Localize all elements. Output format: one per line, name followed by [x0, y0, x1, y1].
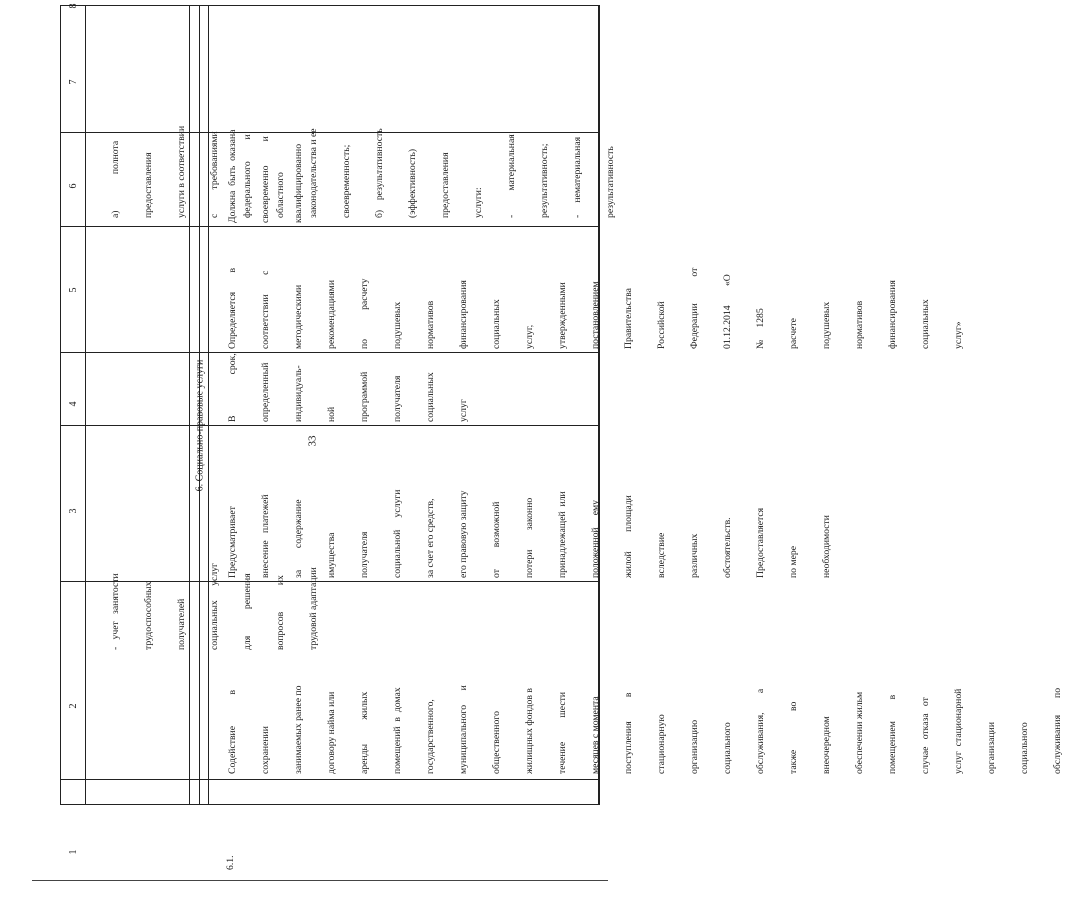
column-number: 1 — [67, 849, 79, 855]
column-number: 2 — [67, 703, 79, 709]
text-line: жилищных фондов в — [524, 688, 535, 774]
text-line: стационарную — [656, 714, 667, 774]
text-line: своевременно и — [260, 136, 271, 223]
text-line: финансирования — [458, 280, 469, 349]
text-line: Российской — [656, 301, 667, 349]
text-line: постановлением — [590, 281, 601, 349]
text-line: определенный — [260, 362, 271, 422]
text-line: имущества — [326, 532, 337, 578]
text-line: индивидуаль- — [293, 365, 304, 422]
text-line: трудоспособных — [143, 581, 154, 650]
text-line: социального — [1019, 722, 1030, 774]
text-line: соответствии с — [260, 270, 271, 349]
text-line: предоставления — [143, 152, 154, 218]
page-number: 33 — [306, 435, 319, 447]
page-bottom-rule — [32, 880, 608, 881]
text-line: областного — [275, 172, 286, 218]
text-line: течение шести — [557, 691, 568, 774]
text-line: договору найма или — [326, 691, 337, 774]
text-line: федерального и — [242, 134, 253, 218]
text-line: результативность; — [539, 143, 550, 218]
text-line: вопросов их — [275, 575, 286, 650]
text-line: Правительства — [623, 288, 634, 349]
prev-row-quality-indicators — [88, 126, 627, 218]
text-line: от возможной — [491, 501, 502, 578]
text-line: программой — [359, 371, 370, 422]
text-line: положенной ему — [590, 500, 601, 578]
text-line: за содержание — [293, 499, 304, 578]
text-line: подушевых — [392, 301, 403, 349]
column-number: 3 — [67, 508, 79, 514]
text-line: государственного, — [425, 699, 436, 774]
column-number: 5 — [67, 287, 79, 293]
text-line: - нематериальная — [572, 136, 583, 218]
text-line: обстоятельств. — [722, 517, 733, 578]
text-line: Предоставляется — [755, 507, 766, 578]
text-line: услуг — [458, 399, 469, 422]
text-line: услуг» — [953, 321, 964, 349]
text-line: помещений в домах — [392, 687, 403, 774]
column-number: 6 — [67, 183, 79, 189]
text-line: муниципального и — [458, 685, 469, 774]
text-line: обслуживания, а — [755, 688, 766, 774]
text-line: услуги: — [473, 187, 484, 218]
text-line: рекомендациями — [326, 280, 337, 349]
service-cost-basis — [205, 268, 975, 349]
text-line: утвержденными — [557, 282, 568, 349]
text-line: аренды жилых — [359, 691, 370, 774]
text-line: внеочередном — [821, 716, 832, 774]
text-line: по расчету — [359, 278, 370, 349]
text-line: жилой площади — [623, 495, 634, 578]
text-line: сохранении — [260, 726, 271, 774]
text-line: по мере — [788, 545, 799, 578]
text-line: организации — [986, 721, 997, 774]
text-line: - учет занятости — [110, 573, 121, 650]
text-line: помещением в — [887, 694, 898, 774]
text-line: вследствие — [656, 532, 667, 578]
text-line: Определяется в — [227, 267, 238, 349]
text-line: социальных — [425, 372, 436, 422]
text-line: услуг, — [524, 324, 535, 349]
text-line: квалифицированно — [293, 143, 304, 223]
text-line: организацию — [689, 719, 700, 774]
text-line: занимаемых ранее по — [293, 685, 304, 774]
text-line: социальных — [920, 299, 931, 349]
text-line: с требованиями — [209, 131, 220, 218]
text-line: - материальная — [506, 134, 517, 218]
row-number — [203, 855, 247, 870]
service-name — [205, 685, 1074, 774]
text-line: принадлежащей или — [557, 491, 568, 578]
column-number: 4 — [67, 401, 79, 407]
column-number: 8 — [67, 3, 79, 9]
text-line: нормативов — [854, 300, 865, 349]
text-line: В срок, — [227, 353, 238, 422]
text-line: его правовую защиту — [458, 490, 469, 578]
text-line: Содействие в — [227, 689, 238, 774]
text-line: месяцев с момента — [590, 696, 601, 774]
text-line: Должна быть оказана — [227, 129, 238, 223]
text-line: общественного — [491, 711, 502, 774]
table-line — [61, 779, 599, 780]
text-line: а) полнота — [110, 140, 121, 218]
text-line: своевременность; — [341, 144, 352, 218]
text-line: получателя — [392, 375, 403, 422]
text-line: услуги в соответствии — [176, 125, 187, 218]
text-line: трудовой адаптации — [308, 567, 319, 650]
text-line: № 1285 — [755, 308, 766, 349]
table-line — [61, 425, 599, 426]
text-line: методическими — [293, 284, 304, 349]
text-line: результативность — [605, 146, 616, 218]
text-line: 6.1. — [225, 855, 236, 870]
text-line: б) результативность — [374, 128, 385, 218]
text-line: Предусматривает — [227, 506, 238, 578]
service-content — [205, 490, 843, 578]
text-line: различных — [689, 533, 700, 578]
text-line: Федерации от — [689, 267, 700, 349]
section-title: 6. Социально-правовые услуги — [194, 359, 206, 492]
text-line: обеспечении жильм — [854, 691, 865, 774]
text-line: получателей — [176, 598, 187, 650]
text-line: предоставления — [440, 152, 451, 218]
text-line: социальных услуг — [209, 562, 220, 650]
text-line: (эффективность) — [407, 148, 418, 218]
table-line — [61, 226, 599, 227]
text-line: законодательства и ее — [308, 128, 319, 218]
text-line: потери законно — [524, 497, 535, 578]
text-line: случае отказа от — [920, 697, 931, 774]
text-line: подушевых — [821, 301, 832, 349]
column-number: 7 — [67, 79, 79, 85]
text-line: расчете — [788, 318, 799, 349]
text-line: также во — [788, 701, 799, 774]
text-line: обслуживания по — [1052, 687, 1063, 774]
text-line: нормативов — [425, 300, 436, 349]
text-line: услуг стационарной — [953, 688, 964, 774]
text-line: 01.12.2014 «О — [722, 274, 733, 349]
text-line: необходимости — [821, 515, 832, 578]
text-line: внесение платежей — [260, 494, 271, 578]
text-line: получателя — [359, 531, 370, 578]
text-line: поступления в — [623, 692, 634, 774]
text-line: социальной услуги — [392, 489, 403, 578]
text-line: финансирования — [887, 280, 898, 349]
service-timing — [205, 353, 480, 422]
text-line: социального — [722, 722, 733, 774]
text-line: для решения — [242, 573, 253, 650]
text-line: ной — [326, 406, 337, 422]
text-line: социальных — [491, 299, 502, 349]
service-conditions — [205, 130, 315, 223]
text-line: за счет его средств, — [425, 498, 436, 578]
